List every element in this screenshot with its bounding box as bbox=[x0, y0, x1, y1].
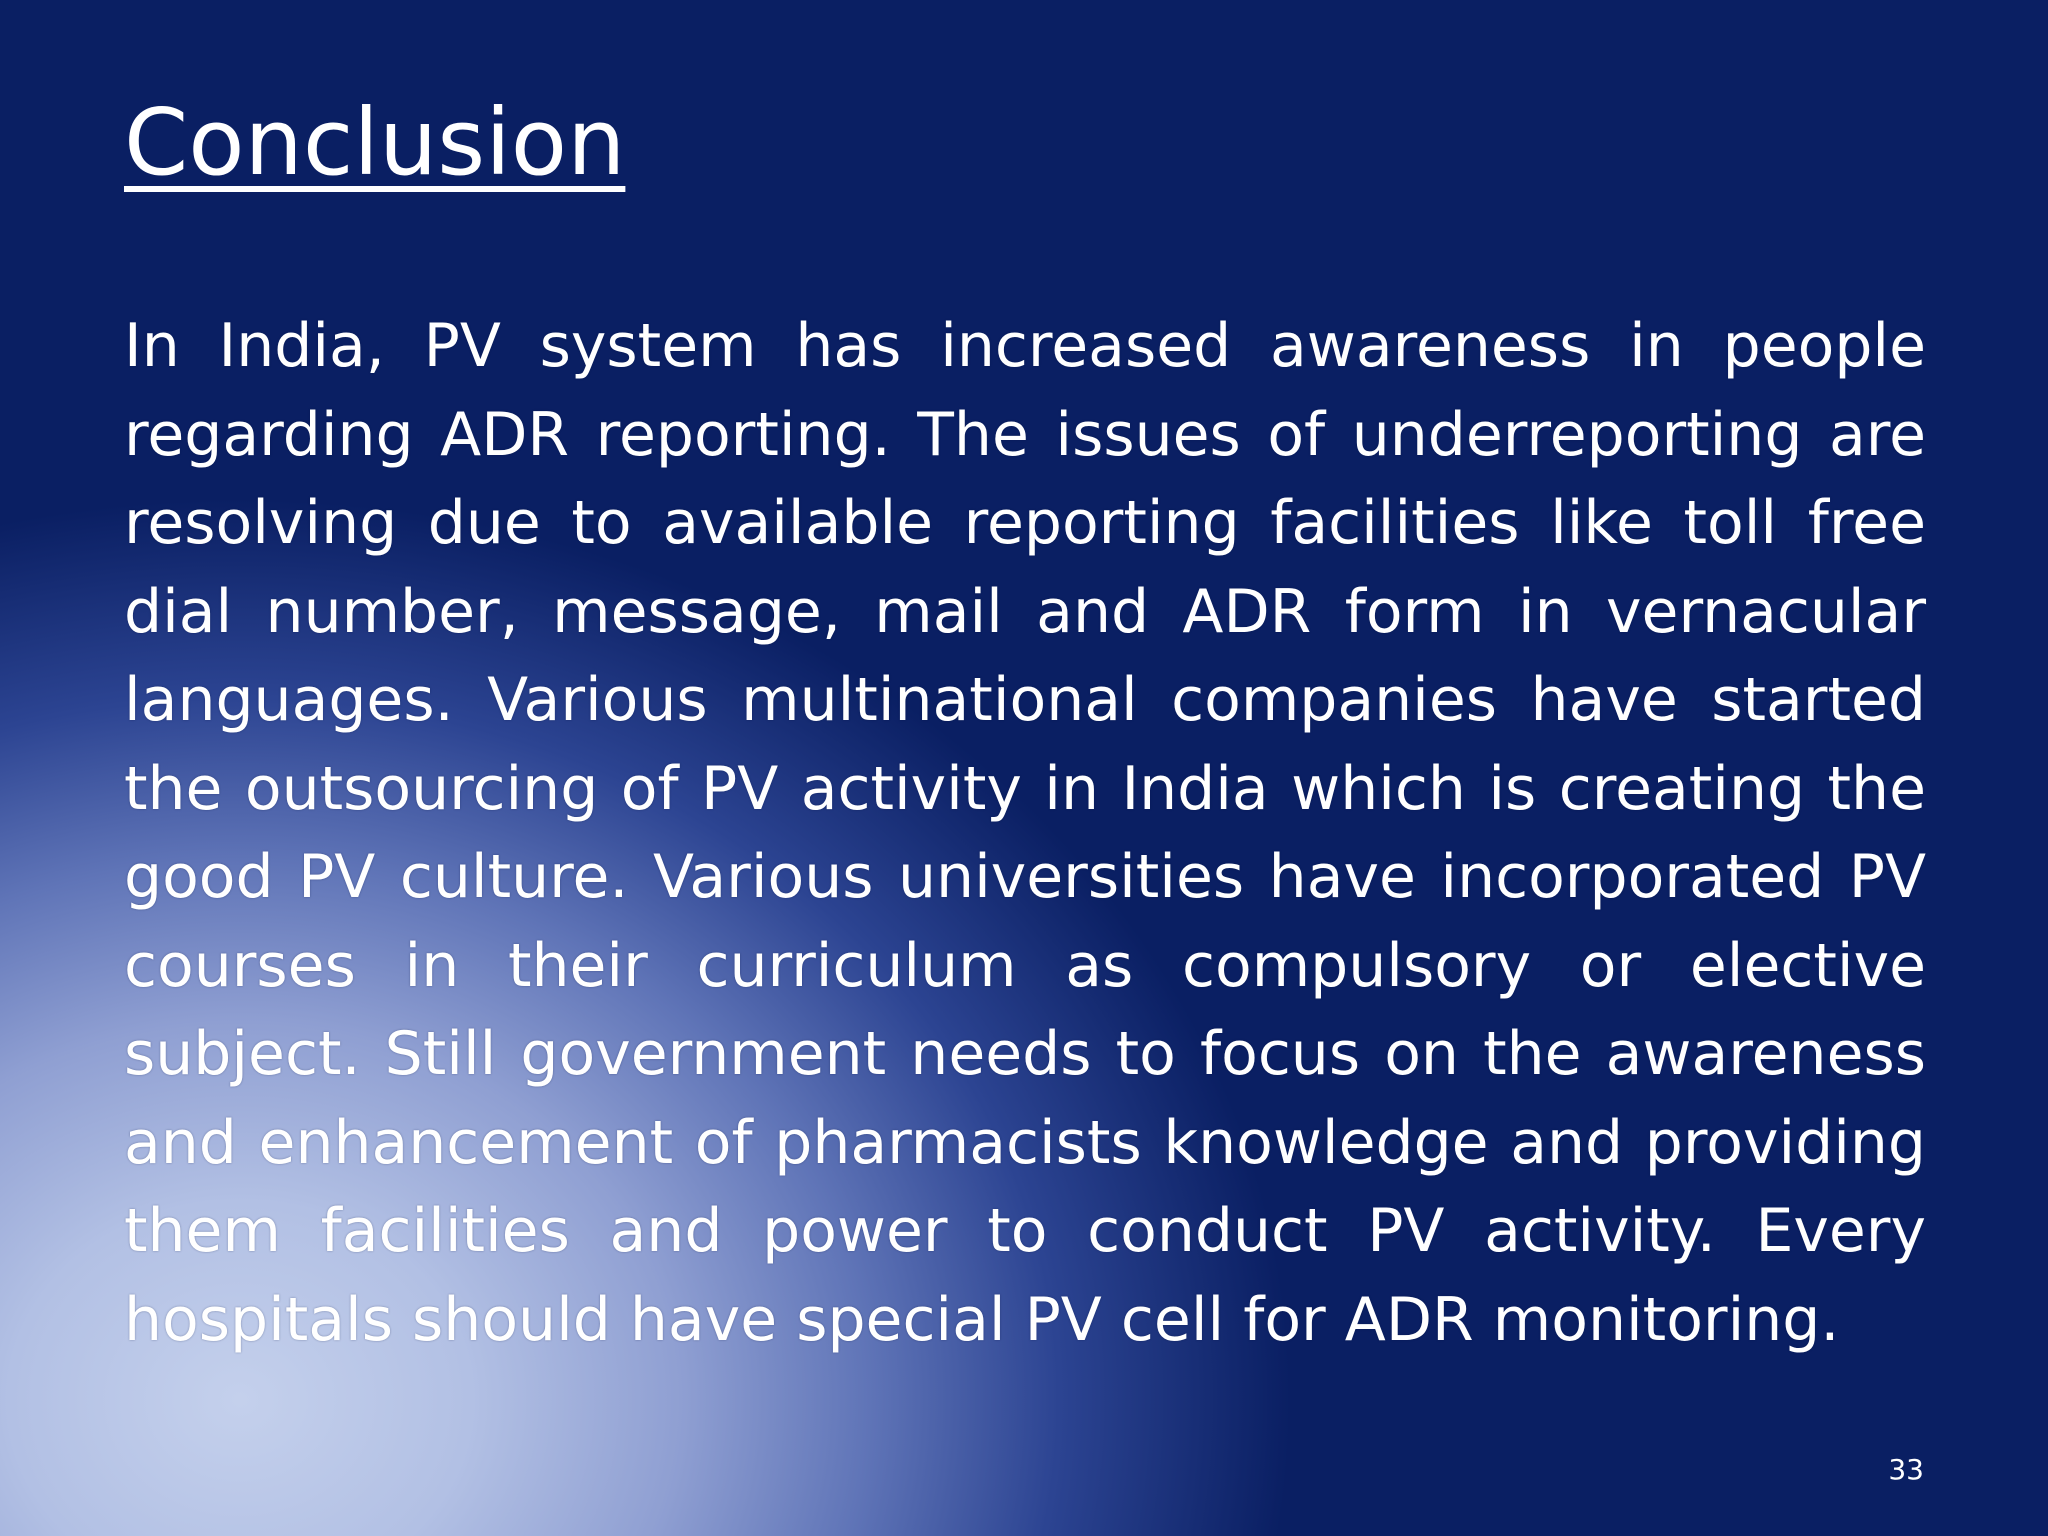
conclusion-paragraph: In India, PV system has increased awareness in people regarding ADR reporting. The issues of underreporting are resolving due to available reporting facilities like toll free dial number, message, mail and ADR form in vernacular languages. Various multinational companies have started the outsourcing of PV activity in India which is creating the good PV culture. Various universities have incorporated PV courses in their curriculum as compulsory or elective subject. Still government needs to focus on the awareness and enhancement of pharmacists knowledge and providing them facilities and power to conduct PV activity. Every hospitals should have special PV cell for ADR monitoring. bbox=[124, 311, 1926, 1355]
page-number: 33 bbox=[1888, 1453, 1924, 1486]
slide-title: Conclusion bbox=[124, 89, 626, 196]
